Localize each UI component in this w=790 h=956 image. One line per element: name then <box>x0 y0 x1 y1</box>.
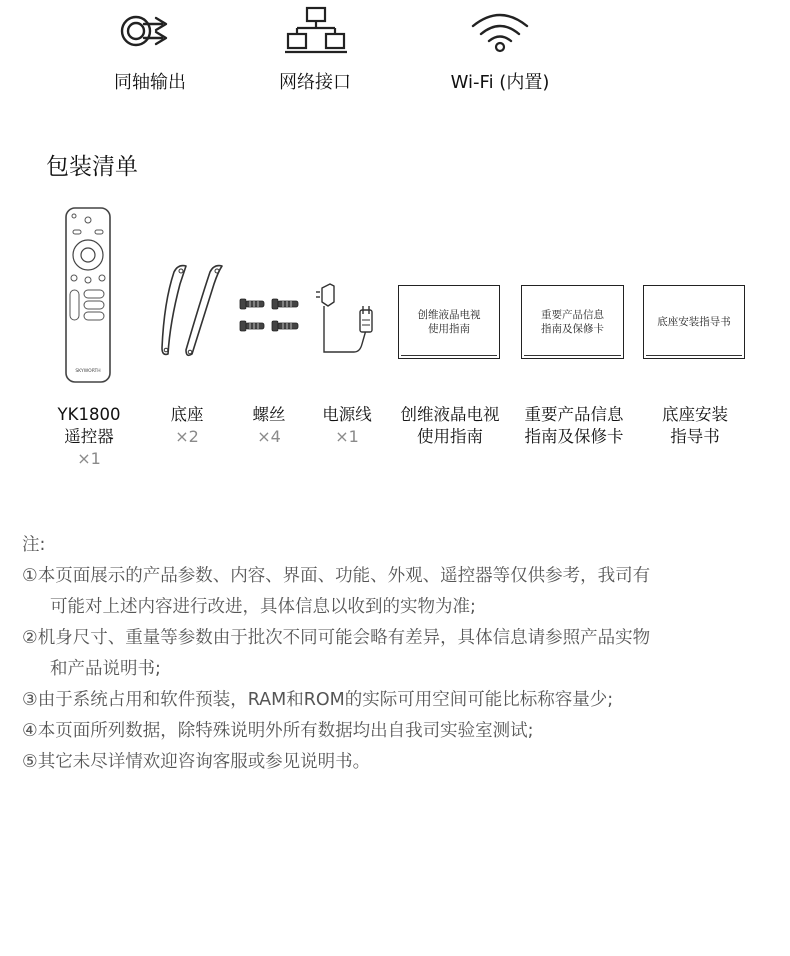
item-user-guide-line2: 使用指南 <box>417 427 483 446</box>
item-screws-label <box>224 404 314 448</box>
item-warranty-line1: 重要产品信息 <box>524 405 624 424</box>
power-cord-image <box>316 280 380 360</box>
item-power-cord-name: 电源线 <box>322 405 372 424</box>
notes-section <box>22 530 774 778</box>
package-list-title: 包装清单 <box>46 154 138 180</box>
screws-image <box>238 296 302 336</box>
item-base-install-line2: 指导书 <box>670 427 720 446</box>
item-power-cord-qty: ×1 <box>335 427 359 446</box>
note-4: ④本页面所列数据，除特殊说明外所有数据均出自我司实验室测试; <box>22 721 534 741</box>
item-base-name: 底座 <box>170 405 204 424</box>
booklet-warranty-line1: 重要产品信息 <box>541 309 604 321</box>
note-3: ③由于系统占用和软件预装，RAM和ROM的实际可用空间可能比标称容量少; <box>22 690 614 710</box>
item-user-guide-line1: 创维液晶电视 <box>400 405 500 424</box>
item-base-label <box>142 404 232 448</box>
remote-control-image <box>64 206 114 384</box>
note-2-line-1: ②机身尺寸、重量等参数由于批次不同可能会略有差异，具体信息请参照产品实物 <box>22 628 651 648</box>
item-remote-qty: ×1 <box>77 449 101 468</box>
port-label-coaxial: 同轴输出 <box>114 72 186 93</box>
item-base-qty: ×2 <box>175 427 199 446</box>
notes-heading: 注: <box>22 535 46 555</box>
item-power-cord-label <box>302 404 392 448</box>
item-warranty-label <box>516 404 632 448</box>
booklet-user-guide <box>398 285 500 359</box>
port-label-ethernet: 网络接口 <box>279 72 351 93</box>
note-2-line-2: 和产品说明书; <box>50 659 161 679</box>
note-5: ⑤其它未尽详情欢迎咨询客服或参见说明书。 <box>22 752 371 772</box>
booklet-warranty-line2: 指南及保修卡 <box>541 323 604 335</box>
item-remote-model: YK1800 <box>57 405 121 424</box>
ethernet-port-icon <box>285 6 347 54</box>
booklet-warranty <box>521 285 624 359</box>
item-user-guide-label <box>392 404 508 448</box>
item-warranty-line2: 指南及保修卡 <box>524 427 624 446</box>
booklet-base-install <box>643 285 745 359</box>
port-label-wifi: Wi-Fi (内置) <box>450 72 550 93</box>
booklet-user-guide-line2: 使用指南 <box>428 323 470 335</box>
note-1-line-2: 可能对上述内容进行改进，具体信息以收到的实物为准; <box>50 597 476 617</box>
note-1-line-1: ①本页面展示的产品参数、内容、界面、功能、外观、遥控器等仅供参考，我司有 <box>22 566 651 586</box>
item-base-install-line1: 底座安装 <box>662 405 728 424</box>
coaxial-output-icon <box>118 8 184 54</box>
booklet-base-install-line1: 底座安装指导书 <box>657 316 731 328</box>
remote-brand-text: SKYWORTH <box>75 369 101 374</box>
wifi-icon <box>469 10 531 54</box>
item-remote-label <box>44 404 134 470</box>
item-screws-qty: ×4 <box>257 427 281 446</box>
item-base-install-label <box>640 404 750 448</box>
item-remote-name: 遥控器 <box>64 427 114 446</box>
item-screws-name: 螺丝 <box>252 405 286 424</box>
booklet-user-guide-line1: 创维液晶电视 <box>417 309 481 321</box>
base-stand-image <box>156 262 228 360</box>
